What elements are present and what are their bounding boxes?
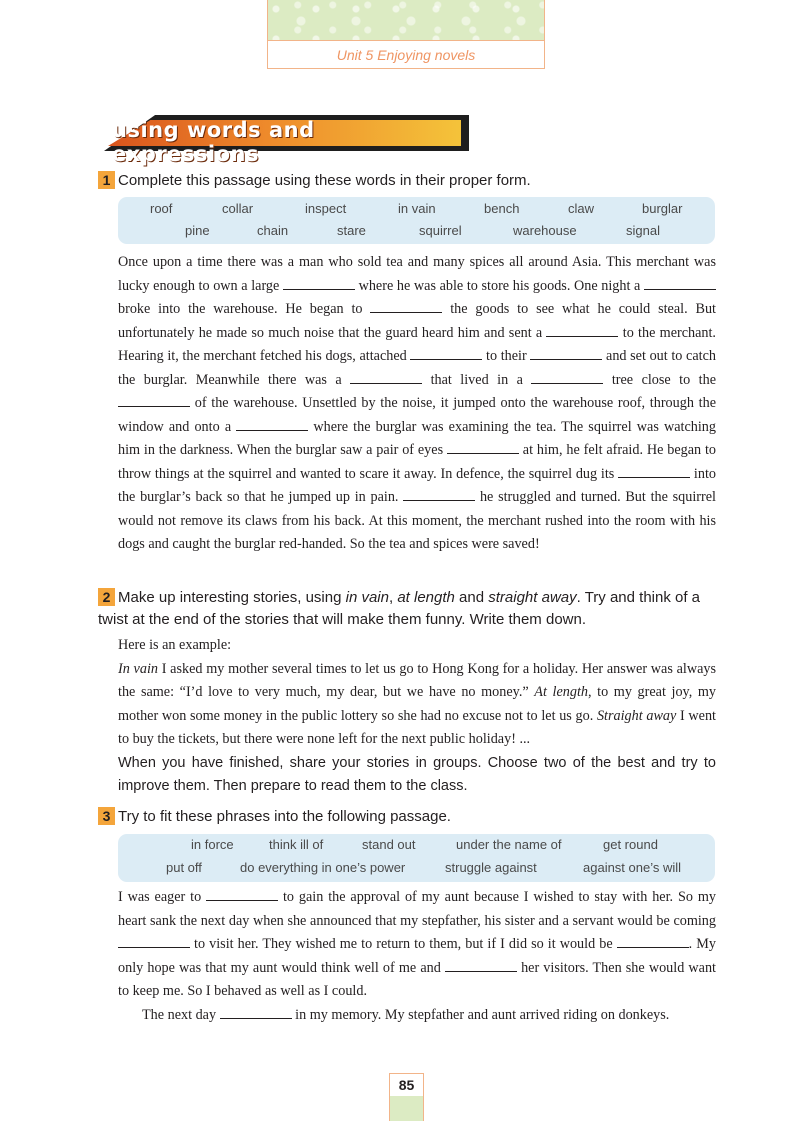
answer-blank[interactable] (206, 886, 278, 901)
passage-text: broke into the warehouse. He began to (118, 301, 371, 317)
answer-blank[interactable] (618, 463, 690, 478)
word-item: roof (150, 201, 173, 216)
passage-text: to the merchant. Hearing it, the merchant fetched his dogs, attached (118, 324, 716, 364)
exercise-number: 3 (98, 807, 115, 825)
word-item: in vain (398, 201, 436, 216)
passage-text: that lived in a (422, 371, 532, 388)
passage-text: the goods to see what he could steal. But unfortunately he made so much noise that the guard heard him and sent a (118, 301, 716, 341)
word-item: chain (257, 223, 289, 238)
word-item: bench (484, 201, 520, 216)
phrase-item: get round (603, 837, 658, 852)
example-plain: I asked my mother several times to let us go to Hong Kong for a holiday. Her answer was always the same: “I’d love to very much, my dear, but we have no money.” (118, 660, 716, 700)
phrase-row (118, 837, 715, 857)
passage-text: where he was able to store his goods. One night a (354, 277, 644, 294)
header-pattern (268, 0, 544, 41)
phrase-item: under the name of (456, 837, 562, 852)
example-plain: I went to buy the tickets, but there were none left for the next public holiday! ... (118, 707, 716, 747)
answer-blank[interactable] (236, 416, 308, 431)
instruction-phrase: straight away (488, 589, 577, 606)
word-row (118, 201, 715, 221)
exercise-instruction: . Try and think of a twist at the end of the stories that will make them funny. Write them down. (98, 589, 701, 628)
phrase-row (118, 860, 715, 880)
passage-text: The next day (142, 1006, 220, 1023)
instruction-phrase: at length (397, 589, 455, 606)
word-item: claw (568, 201, 595, 216)
exercise-instruction: Try to fit these phrases into the following passage. (118, 808, 451, 825)
exercise-3-heading (98, 806, 728, 828)
passage-text: where the burglar was examining the tea. The squirrel was watching him in the darkness. When the burglar saw a pair of eyes (118, 418, 716, 458)
passage-text: he struggled and turned. But the squirrel would not remove its claws from his back. At this moment, the merchant rushed into the room with his dogs and caught the burglar red-handed. So the tea and spices were saved! (118, 489, 716, 552)
word-box-1 (118, 197, 715, 244)
phrase-item: do everything in one’s power (240, 860, 406, 875)
example-text (118, 658, 716, 752)
word-item: burglar (642, 201, 683, 216)
exercise-1-heading (98, 170, 728, 192)
phrase-item: struggle against (445, 860, 537, 875)
exercise-instruction: Make up interesting stories, using (118, 589, 346, 606)
passage-text: to visit her. They wished me to return to them, but if I did so it would be (190, 936, 617, 952)
word-item: collar (222, 201, 254, 216)
passage-text: in my memory. My stepfather and aunt arrived riding on donkeys. (291, 1006, 670, 1023)
exercise-2-example (118, 634, 716, 798)
answer-blank[interactable] (531, 369, 603, 384)
phrase-box-3 (118, 834, 715, 882)
phrase-item: in force (191, 837, 234, 852)
exercise-number: 1 (98, 171, 115, 189)
example-plain: , to my great joy, my mother won some money in the public lottery so she had no excuse not to let us go. (118, 684, 716, 724)
passage-text: to their (482, 348, 531, 364)
page-number: 85 (398, 1077, 415, 1093)
phrase-item: put off (166, 860, 202, 875)
phrase-item: stand out (362, 837, 416, 852)
passage-text: . My only hope was that my aunt would think well of me and (118, 936, 716, 976)
example-intro: Here is an example: (118, 637, 232, 653)
word-item: stare (337, 223, 366, 238)
word-item: signal (626, 223, 660, 238)
answer-blank[interactable] (118, 392, 190, 407)
passage-text: and set out to catch the burglar. Meanwhile there was a (118, 348, 716, 388)
passage-text: I was eager to (118, 889, 207, 905)
answer-blank[interactable] (617, 933, 689, 948)
example-italic: In vain (118, 660, 158, 677)
passage-text: into the burglar’s back so that he jumped up in pain. (118, 465, 716, 505)
phrase-item: against one’s will (583, 860, 682, 875)
exercise-3-passage (118, 886, 716, 1027)
answer-blank[interactable] (546, 322, 618, 337)
passage-text: tree close to the (603, 371, 717, 388)
passage-text: Once upon a time there was a man who sold tea and many spices all around Asia. This merchant was lucky enough to own a large (118, 254, 716, 294)
exercise-1-passage (118, 251, 716, 557)
passage-text: to gain the approval of my aunt because I wished to stay with her. So my heart sank the next day when she announced that my stepfather, his sister and a servant would be coming (118, 889, 716, 929)
example-italic: Straight away (596, 707, 677, 724)
phrase-item: think ill of (269, 837, 324, 852)
answer-blank[interactable] (410, 345, 482, 360)
word-item: warehouse (513, 223, 577, 238)
instruction-phrase: in vain (345, 589, 389, 606)
word-item: squirrel (419, 223, 462, 238)
passage-text: of the warehouse. Unsettled by the noise, it jumped onto the warehouse roof, through the window and onto a (118, 395, 716, 435)
unit-header-tab (267, 0, 545, 69)
answer-blank[interactable] (403, 486, 475, 501)
answer-blank[interactable] (118, 933, 190, 948)
answer-blank[interactable] (370, 298, 442, 313)
exercise-2-heading (98, 587, 728, 631)
exercise-number: 2 (98, 588, 115, 606)
word-row (118, 223, 715, 243)
instruction-separator: and (454, 589, 489, 606)
section-banner (104, 115, 469, 166)
answer-blank[interactable] (445, 957, 517, 972)
example-italic: At length (534, 684, 588, 700)
exercise-instruction: Complete this passage using these words in their proper form. (118, 172, 531, 189)
answer-blank[interactable] (530, 345, 602, 360)
passage-text: her visitors. Then she would want to keep me. So I behaved as well as I could. (118, 959, 717, 999)
word-item: inspect (305, 201, 347, 216)
word-item: pine (185, 223, 210, 238)
answer-blank[interactable] (644, 275, 716, 290)
answer-blank[interactable] (447, 439, 519, 454)
answer-blank[interactable] (220, 1004, 292, 1019)
instruction-separator: , (388, 589, 398, 606)
passage-text: at him, he felt afraid. He began to throw things at the squirrel and wanted to scare it away. In defence, the squirrel dug its (118, 442, 716, 482)
section-title: using words and expressions (112, 118, 315, 166)
page-number-tab (389, 1073, 424, 1121)
answer-blank[interactable] (283, 275, 355, 290)
answer-blank[interactable] (350, 369, 422, 384)
exercise-2-followup: When you have finished, share your stories in groups. Choose two of the best and try to improve them. Then prepare to read them to the class. (118, 754, 716, 794)
unit-title: Unit 5 Enjoying novels (336, 47, 476, 63)
